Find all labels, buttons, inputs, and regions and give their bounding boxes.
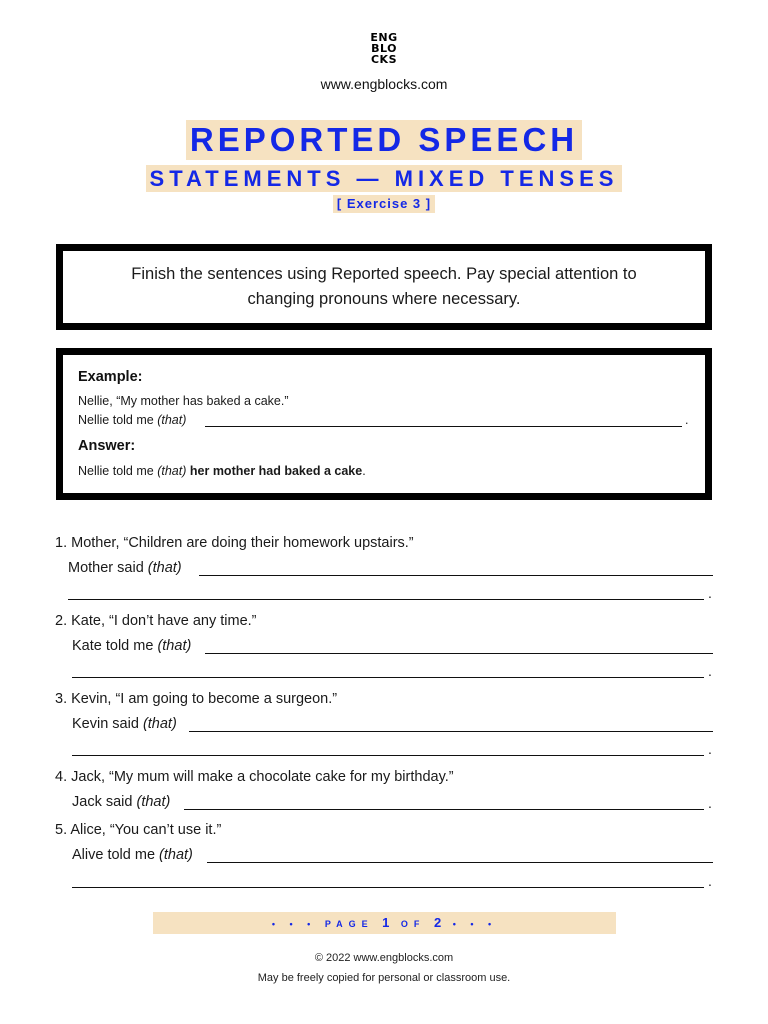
instructions-box	[56, 244, 712, 330]
question-2-answer-line-2[interactable]	[72, 677, 704, 678]
question-that: (that)	[147, 560, 182, 576]
pagination-page-word: PAGE	[324, 919, 374, 929]
footer-copyright: © 2022 www.engblocks.com	[314, 952, 454, 964]
example-answer-line	[205, 426, 682, 427]
question-1-answer-line-2[interactable]	[68, 599, 704, 600]
example-that: (that)	[157, 413, 187, 427]
question-quote: Mother, “Children are doing their homework upstairs.”	[71, 535, 414, 551]
pagination-dots-left: • • •	[271, 919, 317, 929]
question-1-prompt-row	[68, 560, 182, 576]
logo-line-2: BLO	[371, 42, 397, 55]
question-prompt: Jack said	[72, 794, 133, 810]
question-4-prompt-row	[72, 794, 170, 810]
pagination-of-word: OF	[400, 919, 426, 929]
question-5-answer-line-2[interactable]	[72, 887, 704, 888]
question-1-answer-line-1[interactable]	[199, 575, 713, 576]
question-prompt: Kate told me	[72, 638, 154, 654]
question-that: (that)	[136, 794, 171, 810]
question-3-period: .	[708, 741, 712, 757]
question-2	[55, 613, 257, 629]
question-number: 1.	[55, 535, 68, 551]
question-number: 3.	[55, 691, 68, 707]
example-prompt-row	[78, 413, 186, 427]
engblocks-logo	[360, 32, 408, 65]
page-title: REPORTED SPEECH	[186, 120, 582, 160]
logo-line-1: ENG	[370, 31, 398, 44]
question-prompt: Kevin said	[72, 716, 139, 732]
pagination-dots-right: • • •	[452, 919, 498, 929]
question-2-prompt-row	[72, 638, 191, 654]
pagination-current: 1	[382, 915, 393, 930]
instructions-text: Finish the sentences using Reported speech. Pay special attention to changing pronouns where necessary.	[131, 265, 637, 308]
example-quote: Nellie, “My mother has baked a cake.”	[78, 394, 289, 408]
exercise-label: [ Exercise 3 ]	[333, 195, 435, 213]
page-subtitle: STATEMENTS — MIXED TENSES	[146, 165, 623, 192]
answer-text: her mother had baked a cake	[189, 464, 363, 478]
question-that: (that)	[142, 716, 177, 732]
question-4-answer-line-1[interactable]	[184, 809, 704, 810]
question-2-period: .	[708, 663, 712, 679]
question-4-period: .	[708, 795, 712, 811]
footer-note: May be freely copied for personal or classroom use.	[257, 972, 511, 984]
pagination-total: 2	[433, 915, 445, 930]
example-heading: Example:	[78, 369, 143, 385]
title-container	[0, 120, 768, 160]
pagination-bar	[153, 912, 616, 934]
question-prompt: Alive told me	[72, 847, 156, 863]
question-5-prompt-row	[72, 847, 193, 863]
question-3-answer-line-1[interactable]	[189, 731, 713, 732]
exercise-label-container	[0, 195, 768, 213]
website-url: www.engblocks.com	[320, 76, 448, 92]
question-4	[55, 769, 454, 785]
question-3	[55, 691, 337, 707]
answer-that: (that)	[157, 464, 187, 478]
question-1	[55, 535, 414, 551]
question-1-period: .	[708, 585, 712, 601]
question-number: 5.	[55, 822, 68, 838]
question-quote: Kevin, “I am going to become a surgeon.”	[71, 691, 338, 707]
answer-end: .	[362, 464, 366, 478]
example-period: .	[685, 413, 689, 427]
question-3-prompt-row	[72, 716, 177, 732]
question-that: (that)	[157, 638, 192, 654]
question-5-answer-line-1[interactable]	[207, 862, 713, 863]
subtitle-container	[0, 165, 768, 192]
question-5-period: .	[708, 873, 712, 889]
question-2-answer-line-1[interactable]	[205, 653, 713, 654]
question-quote: Kate, “I don’t have any time.”	[71, 613, 257, 629]
question-quote: Jack, “My mum will make a chocolate cake for my birthday.”	[71, 769, 454, 785]
question-prompt: Mother said	[68, 560, 144, 576]
question-number: 4.	[55, 769, 68, 785]
question-5	[55, 822, 221, 838]
question-that: (that)	[159, 847, 193, 863]
example-box	[56, 348, 712, 500]
question-quote: Alice, “You can’t use it.”	[70, 822, 222, 838]
question-number: 2.	[55, 613, 68, 629]
answer-heading: Answer:	[78, 438, 136, 454]
answer-prompt: Nellie told me	[78, 464, 154, 478]
example-prompt: Nellie told me	[78, 413, 154, 427]
question-3-answer-line-2[interactable]	[72, 755, 704, 756]
logo-line-3: CKS	[370, 53, 398, 66]
example-answer-row	[78, 464, 366, 478]
